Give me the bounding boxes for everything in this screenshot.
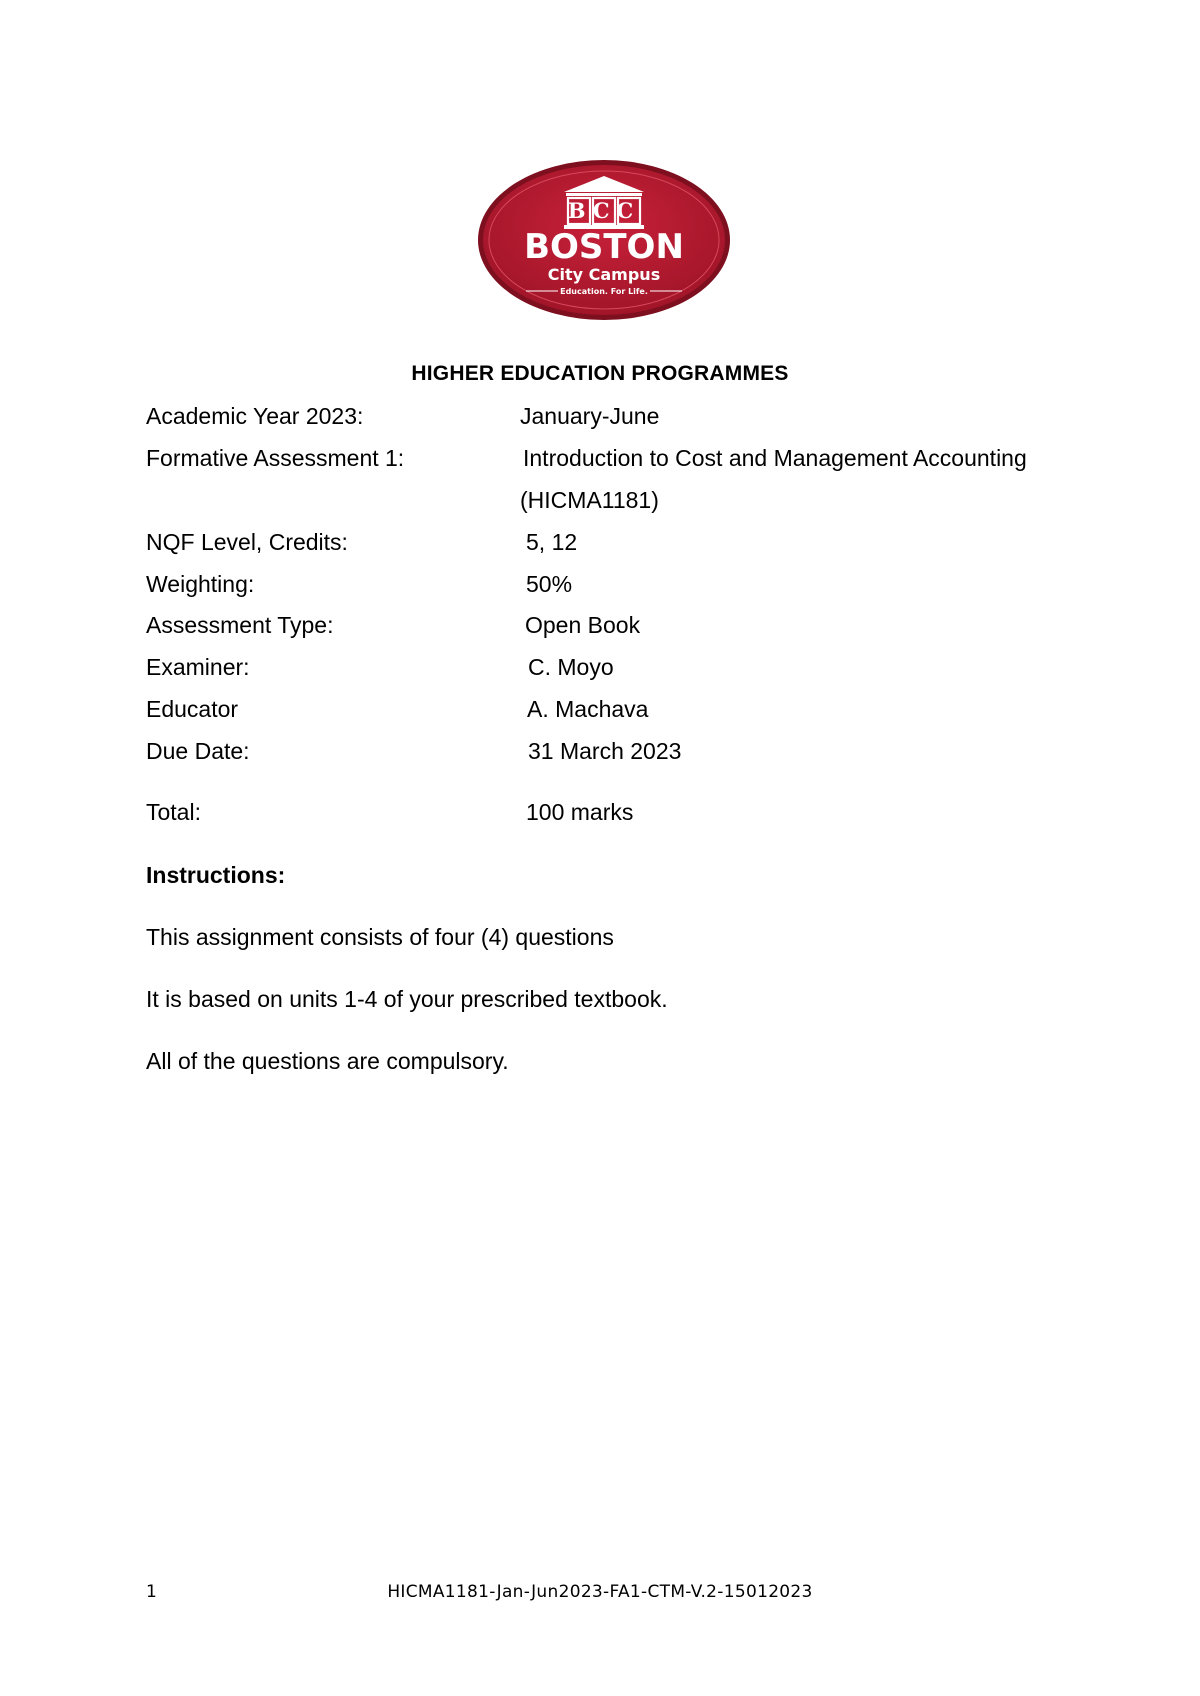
- boston-city-campus-logo: [476, 158, 732, 322]
- instruction-line: This assignment consists of four (4) questions: [146, 924, 614, 950]
- detail-value-course-code: (HICMA1181): [520, 487, 659, 513]
- instruction-line: It is based on units 1-4 of your prescribed textbook.: [146, 986, 668, 1012]
- detail-label: Assessment Type:: [146, 612, 334, 638]
- detail-label: NQF Level, Credits:: [146, 529, 348, 555]
- logo-subname: City Campus: [547, 265, 661, 284]
- detail-row-course-code: [146, 484, 1106, 516]
- detail-row-formative-assessment: [146, 442, 1106, 474]
- detail-label: Examiner:: [146, 654, 250, 680]
- detail-row-total: [146, 796, 1106, 828]
- detail-value: 100 marks: [526, 799, 634, 825]
- detail-value: A. Machava: [527, 696, 649, 722]
- instruction-line: All of the questions are compulsory.: [146, 1048, 509, 1074]
- detail-row-weighting: [146, 568, 1106, 600]
- detail-row-assessment-type: [146, 609, 1106, 641]
- detail-value: Introduction to Cost and Management Accounting: [523, 445, 1027, 471]
- logo-initials: BCC: [567, 198, 641, 223]
- detail-row-nqf-level: [146, 526, 1106, 558]
- detail-value: January-June: [520, 403, 660, 429]
- programme-heading: HIGHER EDUCATION PROGRAMMES: [411, 362, 789, 385]
- detail-label: Due Date:: [146, 738, 250, 764]
- detail-value: 31 March 2023: [528, 738, 682, 764]
- logo-name: BOSTON: [524, 227, 684, 267]
- document-code: HICMA1181-Jan-Jun2023-FA1-CTM-V.2-15012023: [387, 1582, 813, 1602]
- detail-label: Weighting:: [146, 571, 255, 597]
- detail-row-due-date: [146, 735, 1106, 767]
- detail-value: 5, 12: [526, 529, 578, 555]
- detail-label: Total:: [146, 799, 201, 825]
- detail-label: Formative Assessment 1:: [146, 445, 405, 471]
- detail-value: C. Moyo: [528, 654, 614, 680]
- detail-row-academic-year: [146, 400, 1106, 432]
- detail-value: 50%: [526, 571, 573, 597]
- detail-label: Educator: [146, 696, 239, 722]
- page-number: 1: [146, 1582, 157, 1602]
- detail-value: Open Book: [525, 612, 641, 638]
- instructions-title: Instructions:: [146, 862, 286, 888]
- detail-row-examiner: [146, 651, 1106, 683]
- detail-label: Academic Year 2023:: [146, 403, 364, 429]
- logo-tagline: Education. For Life.: [560, 287, 648, 296]
- detail-row-educator: [146, 693, 1106, 725]
